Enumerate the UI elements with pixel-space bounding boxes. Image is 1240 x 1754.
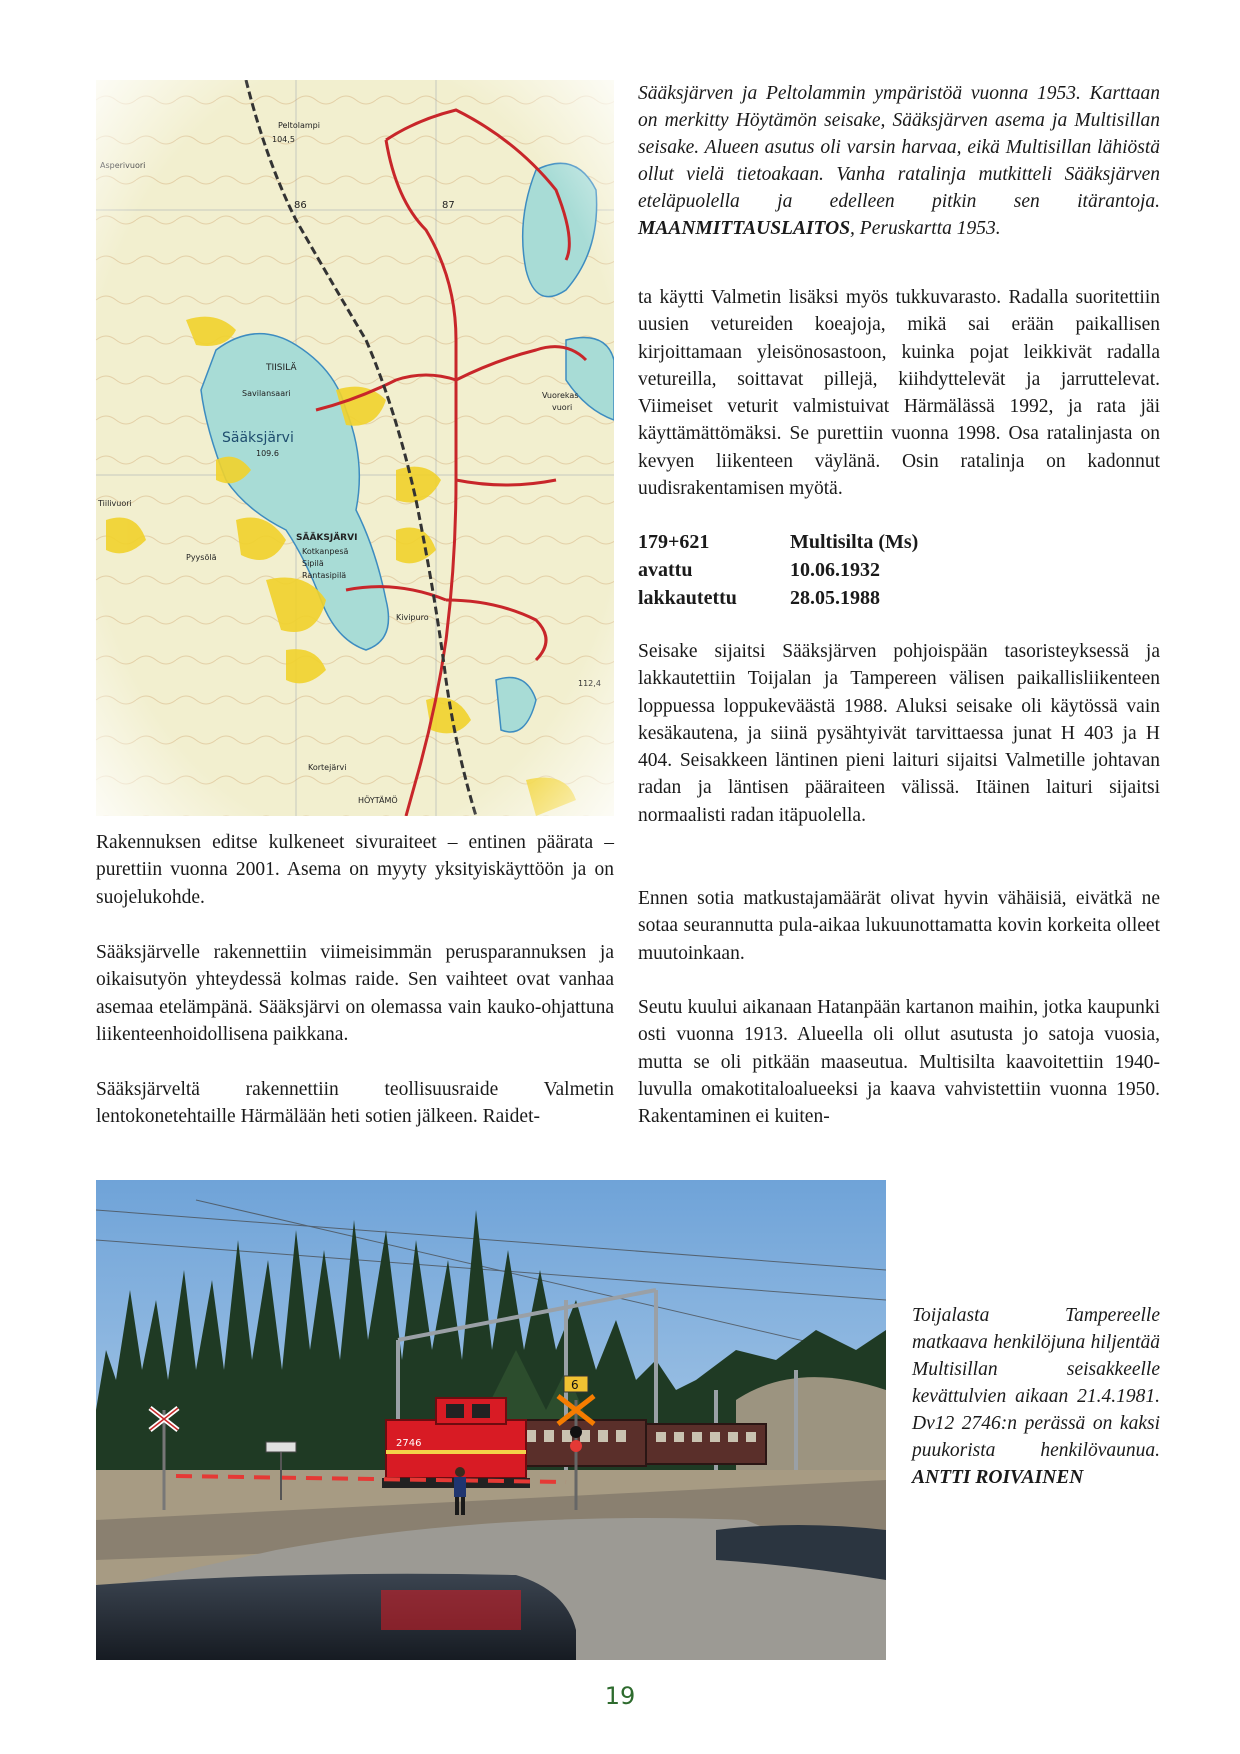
- signal-sign-text: 6: [571, 1378, 579, 1392]
- left-column-paragraph-3: [96, 1076, 614, 1131]
- fact-value: 28.05.1988: [790, 587, 880, 609]
- photo-caption: [912, 1302, 1160, 1491]
- page-number: 19: [604, 1682, 636, 1710]
- map-caption-text: Sääksjärven ja Peltolammin ympäristöä vuonna 1953. Karttaan on merkitty Höytämön seisake, Sääksjärven asema ja Multisillan seisake. Alueen asutus oli varsin harvaa, eikä Multisillan lähiöstä ollut vielä tietoakaan. Vanha ratalinja mutkitteli Sääksjärven eteläpuolella ja edelleen pitkin sen itärantoja.: [638, 83, 1160, 212]
- body-paragraph: Sääksjärveltä rakennettiin teollisuusraide Valmetin lentokonetehtaille Härmälään heti sotien jälkeen. Raidet-: [96, 1079, 614, 1128]
- body-paragraph: Sääksjärvelle rakennettiin viimeisimmän perusparannuksen ja oikaisutyön yhteydessä kolmas raide. Sen vaihteet ovat vanhaa asemaa etelämpänä. Sääksjärvi on olemassa vain kauko-ohjattuna liikenteenhoidollisena paikkana.: [96, 942, 614, 1045]
- fact-key: 179+621: [638, 531, 710, 553]
- body-paragraph: Ennen sotia matkustajamäärät olivat hyvin vähäisiä, eivätkä ne sotaa seurannutta pula-aikaa lukuunottamatta kovin korkeita olleet muutoinkaan.: [638, 888, 1160, 964]
- map-caption-tail: , Peruskartta 1953.: [850, 218, 1001, 239]
- map-caption: [638, 80, 1160, 242]
- body-paragraph: Rakennuksen editse kulkeneet sivuraiteet – entinen päärata – purettiin vuonna 2001. Asema on myyty yksityiskäyttöön ja on suojelukohde.: [96, 832, 614, 908]
- fact-row: [638, 528, 1160, 556]
- fact-value: Multisilta (Ms): [790, 531, 919, 553]
- topographic-map: [96, 80, 614, 816]
- photo-svg: [96, 1180, 886, 1660]
- body-paragraph: Seisake sijaitsi Sääksjärven pohjoispään tasoristeyksessä ja lakkautettiin Toijalan ja Tampereen välisen paikallisliikenteen loppuessa loppukeväästä 1988. Aluksi seisake oli käytössä vain kesäkautena, ja siinä pysähtyivät tarvittaessa junat H 403 ja H 404. Seisakkeen läntinen pieni laituri sijaitsi Valmetille johtavan radan ja läntisen pääraiteen välissä. Itäinen laituri sijaitsi normaalisti radan itäpuolella.: [638, 641, 1160, 826]
- right-column-paragraph-3: [638, 885, 1160, 967]
- body-paragraph: Seutu kuului aikanaan Hatanpään kartanon maihin, jotka kaupunki osti vuonna 1913. Alueella oli ollut asutusta jo satoja vuosia, mutta se oli pitkään maaseutua. Multisilta kaavoitettiin 1940-luvulla omakotitaloalueeksi ja kaava vahvistettiin vuonna 1950. Rakentaminen ei kuiten-: [638, 997, 1160, 1128]
- photo-caption-credit: ANTTI ROIVAINEN: [912, 1467, 1084, 1488]
- right-column-paragraph-4: [638, 994, 1160, 1130]
- map-svg: [96, 80, 614, 816]
- fact-value: 10.06.1932: [790, 559, 880, 581]
- fact-row: [638, 556, 1160, 584]
- right-column-paragraph-2: [638, 638, 1160, 829]
- fact-key: lakkautettu: [638, 587, 737, 609]
- photo-caption-text: Toijalasta Tampereelle matkaava henkilöjuna hiljentää Multisillan seisakkeelle kevättulvien aikaan 21.4.1981. Dv12 2746:n perässä on kaksi puukorista henkilövaunua.: [912, 1305, 1160, 1461]
- loco-number: 2746: [396, 1438, 422, 1449]
- body-paragraph: ta käytti Valmetin lisäksi myös tukkuvarasto. Radalla suoritettiin uusien vetureiden koeajoja, mikä sai erään paikallisen kirjoittamaan yleisönosastoon, kuinka pojat leikkivät radalla vetureilla, soittavat pillejä, kiihdyttelevät ja jarruttelevat. Viimeiset veturit valmistuivat Härmälässä 1992, ja rata jäi käyttämättömäksi. Se purettiin vuonna 1998. Osa ratalinjasta on kevyen liikenteen väylänä. Osin ratalinja on kadonnut uudisrakentamisen myötä.: [638, 287, 1160, 500]
- left-column-paragraph-2: [96, 939, 614, 1048]
- train-photo: [96, 1180, 886, 1660]
- station-facts: [638, 528, 1160, 612]
- passenger-coaches: [516, 1420, 766, 1466]
- right-column-paragraph-1: [638, 284, 1160, 502]
- map-caption-credit: MAANMITTAUSLAITOS: [638, 218, 851, 239]
- left-column-paragraph-1: [96, 829, 614, 911]
- fact-key: avattu: [638, 559, 693, 581]
- fact-row: [638, 584, 1160, 612]
